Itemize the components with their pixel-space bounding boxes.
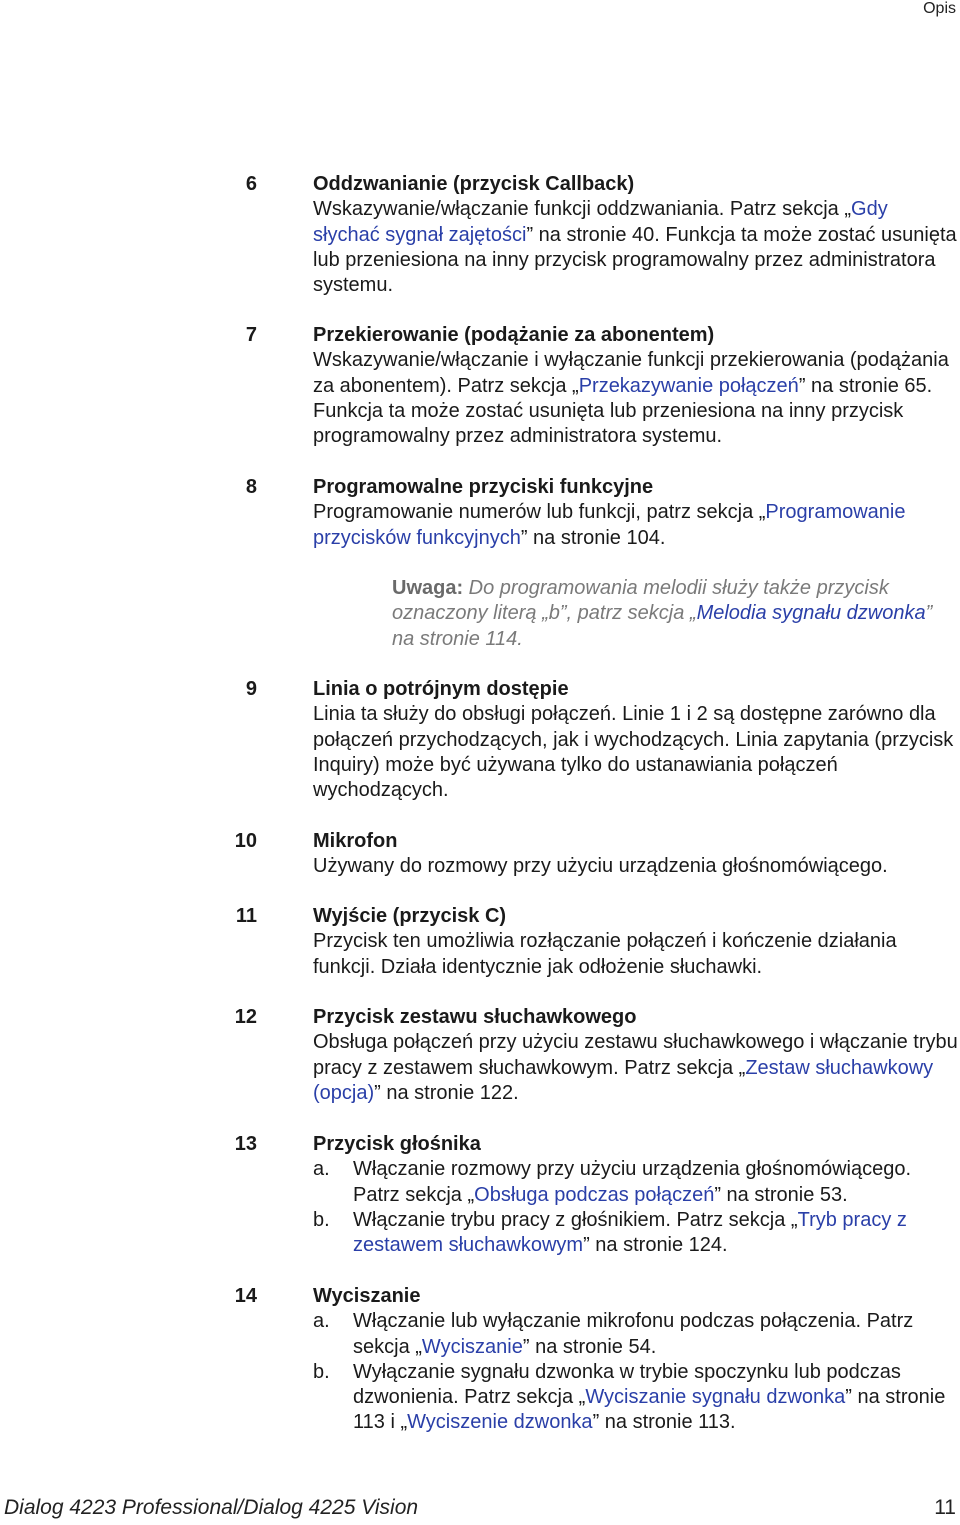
item-title: Przycisk zestawu słuchawkowego — [313, 1006, 637, 1028]
item-number: 6 — [245, 173, 257, 195]
note-text: Do programowania melodii służy także przycisk oznaczony literą „b”, patrz sekcja „ — [392, 577, 889, 625]
sub-item-a — [313, 1309, 958, 1360]
item-title: Linia o potrójnym dostępie — [313, 678, 569, 700]
item-body — [313, 323, 958, 449]
sub-item-text: ” na stronie 53. — [714, 1183, 848, 1206]
item-body — [313, 475, 958, 551]
note-text: ” na stronie 114. — [392, 602, 933, 650]
item-number: 12 — [234, 1006, 257, 1028]
item-text: Wskazywanie/włączanie funkcji oddzwaniania. Patrz sekcja „ — [313, 198, 852, 221]
sub-item-text: Włączanie trybu pracy z głośnikiem. Patrz sekcja „ — [353, 1208, 798, 1231]
sub-item-text: ” na stronie 54. — [522, 1335, 657, 1358]
item-text: ” na stronie 40. Funkcja ta może zostać usunięta lub przeniesiona na inny przycisk programowalny przez administratora systemu. — [313, 223, 957, 297]
item-body — [313, 677, 958, 803]
cross-reference-link[interactable]: Przekazywanie połączeń — [578, 374, 799, 397]
item-body — [313, 1132, 958, 1258]
item-body — [313, 904, 958, 980]
item-text: Programowanie numerów lub funkcji, patrz sekcja „ — [313, 501, 766, 524]
item-body — [313, 172, 958, 298]
item-number: 11 — [235, 905, 257, 927]
item-text: ” na stronie 122. — [374, 1081, 519, 1104]
item-number: 13 — [234, 1133, 257, 1155]
item-title: Mikrofon — [313, 830, 398, 852]
sub-item-text: ” na stronie 124. — [583, 1234, 728, 1257]
sub-item-letter: a. — [313, 1158, 330, 1181]
sub-item-letter: a. — [313, 1310, 330, 1333]
cross-reference-link[interactable]: Wyciszanie sygnału dzwonka — [585, 1386, 846, 1409]
cross-reference-link[interactable]: Wyciszenie dzwonka — [407, 1411, 593, 1434]
cross-reference-link[interactable]: Obsługa podczas połączeń — [474, 1183, 715, 1206]
item-number: 7 — [245, 324, 257, 346]
cross-reference-link[interactable]: Zestaw słuchawkowy (opcja) — [313, 1056, 934, 1104]
cross-reference-link[interactable]: Programowanie przycisków funkcyjnych — [313, 501, 906, 549]
note-label: Uwaga: — [392, 577, 464, 599]
sub-item-text: Wyłączanie sygnału dzwonka w trybie spoczynku lub podczas dzwonienia. Patrz sekcja „ — [353, 1360, 901, 1409]
cross-reference-link[interactable]: Melodia sygnału dzwonka — [696, 602, 926, 625]
item-title: Wyciszanie — [313, 1285, 421, 1307]
footer-page-number: 11 — [934, 1496, 956, 1519]
item-body — [313, 1284, 958, 1436]
item-title: Przycisk głośnika — [313, 1133, 481, 1155]
item-text: Wskazywanie/włączanie i wyłączanie funkcji przekierowania (podążania za abonentem). Patrz sekcja „ — [313, 349, 949, 397]
item-title: Oddzwanianie (przycisk Callback) — [313, 173, 635, 195]
footer-document-title: Dialog 4223 Professional/Dialog 4225 Vision — [4, 1496, 419, 1519]
item-number: 9 — [245, 678, 257, 700]
sub-item-a — [313, 1157, 958, 1208]
item-text: ” na stronie 65. Funkcja ta może zostać usunięta lub przeniesiona na inny przycisk programowalny przez administratora systemu. — [313, 374, 933, 448]
item-body — [313, 829, 958, 880]
item-title: Wyjście (przycisk C) — [313, 905, 507, 927]
item-title: Przekierowanie (podążanie za abonentem) — [313, 324, 715, 346]
sub-item-letter: b. — [313, 1208, 330, 1231]
item-text: Linia ta służy do obsługi połączeń. Linie 1 i 2 są dostępne zarówno dla połączeń przychodzących, jak i wychodzących. Linia zapytania (przycisk Inquiry) może być używana tylko do ustanawiania połączeń wychodzących. — [313, 703, 954, 802]
item-text: Przycisk ten umożliwia rozłączanie połączeń i kończenie działania funkcji. Działa identycznie jak odłożenie słuchawki. — [313, 930, 897, 978]
item-text: Używany do rozmowy przy użyciu urządzenia głośnomówiącego. — [313, 855, 888, 878]
item-text: Obsługa połączeń przy użyciu zestawu słuchawkowego i włączanie trybu pracy z zestawem słuchawkowym. Patrz sekcja „ — [313, 1031, 958, 1079]
item-body — [313, 1005, 958, 1106]
sub-item-text: ” na stronie 113. — [592, 1411, 736, 1434]
item-text: ” na stronie 104. — [520, 526, 666, 549]
header-section-title: Opis — [923, 0, 956, 17]
cross-reference-link[interactable]: Gdy słychać sygnał zajętości — [313, 198, 888, 246]
sub-item-b — [313, 1360, 958, 1436]
item-number: 10 — [234, 830, 257, 852]
item-number: 14 — [234, 1285, 257, 1307]
sub-item-text: ” na stronie 113 i „ — [353, 1386, 946, 1434]
cross-reference-link[interactable]: Tryb pracy z zestawem słuchawkowym — [353, 1208, 907, 1257]
cross-reference-link[interactable]: Wyciszanie — [421, 1335, 523, 1358]
item-number: 8 — [245, 476, 257, 498]
sub-item-text: Włączanie rozmowy przy użyciu urządzenia głośnomówiącego. Patrz sekcja „ — [353, 1158, 912, 1206]
sub-item-letter: b. — [313, 1360, 330, 1383]
item-title: Programowalne przyciski funkcyjne — [313, 476, 654, 498]
sub-item-text: Włączanie lub wyłączanie mikrofonu podczas połączenia. Patrz sekcja „ — [353, 1310, 914, 1358]
sub-item-b — [313, 1208, 958, 1259]
note-box — [392, 576, 952, 652]
